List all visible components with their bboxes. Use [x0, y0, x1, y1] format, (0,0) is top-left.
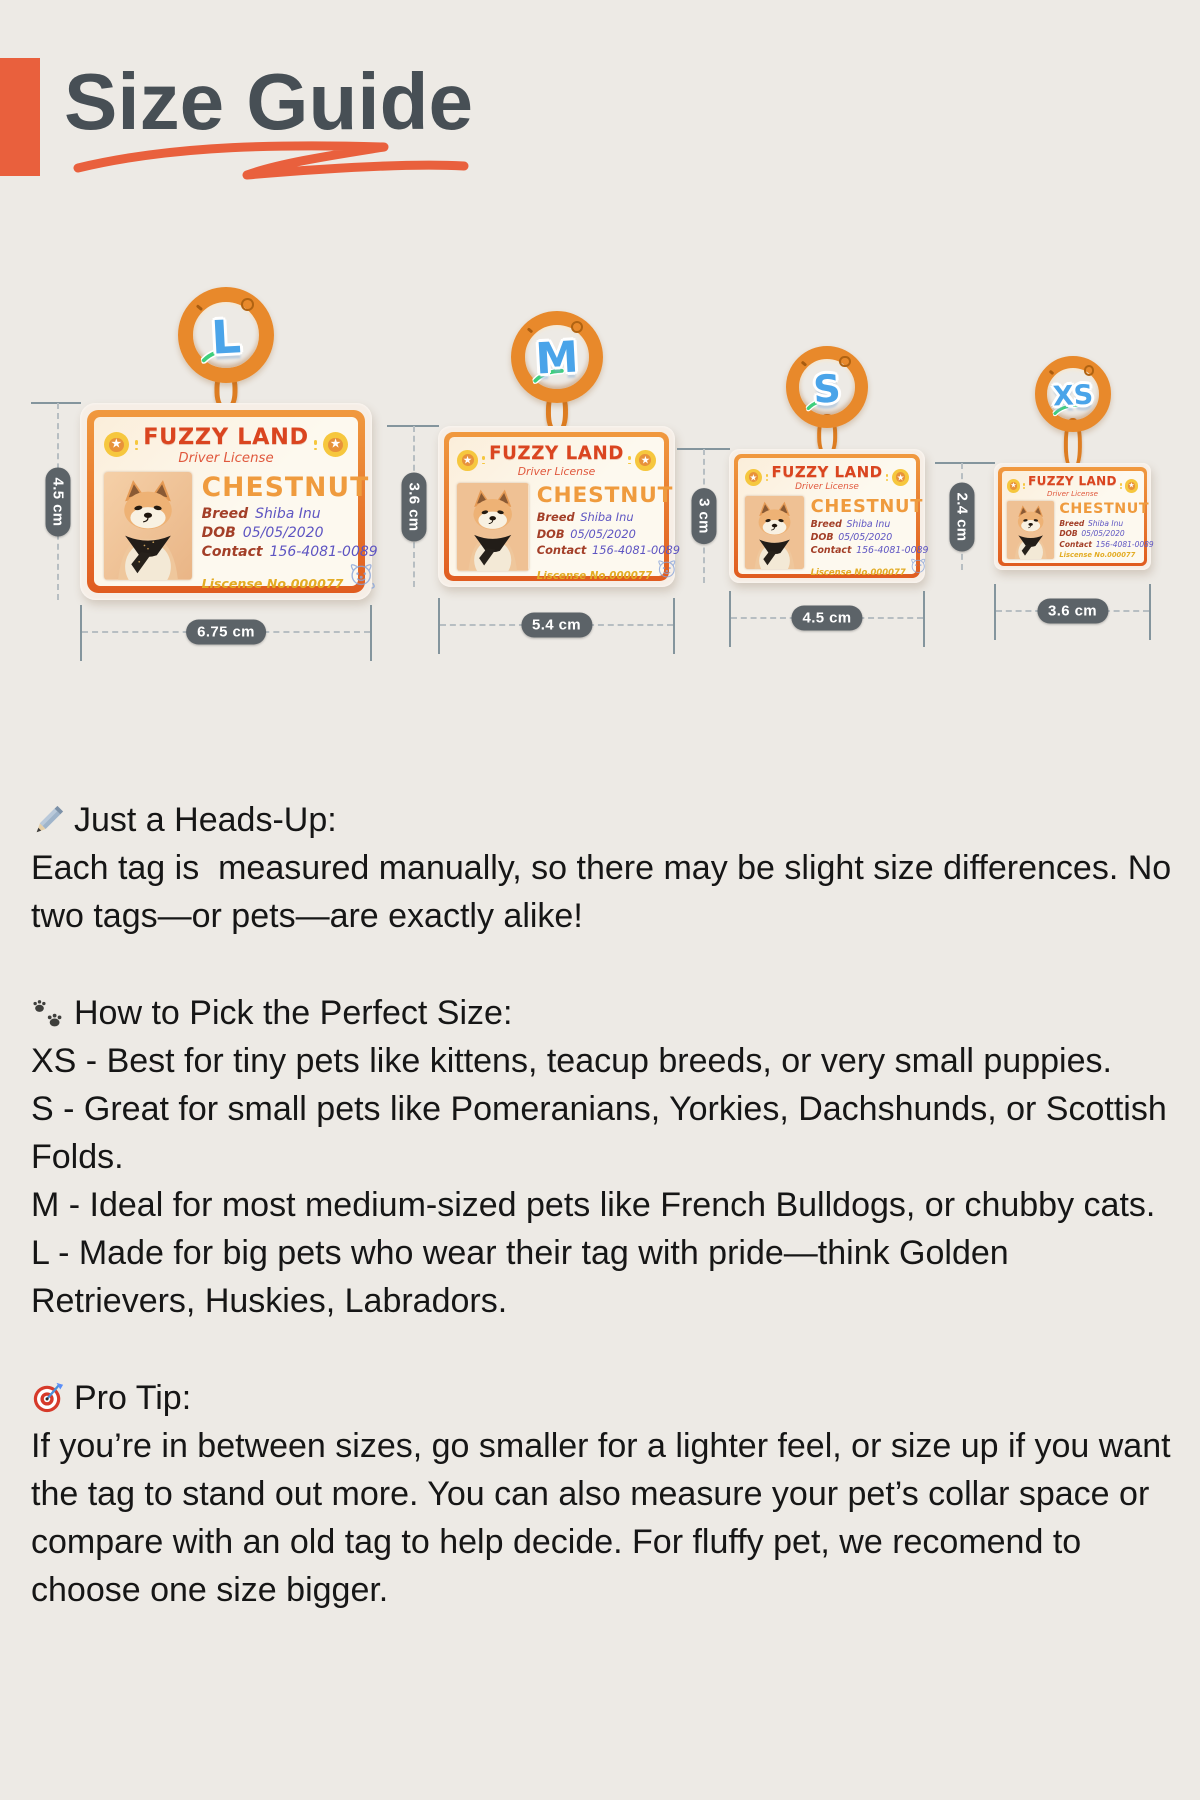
section-heading: How to Pick the Perfect Size: [74, 994, 513, 1032]
license-number: Liscense No.000077 [201, 575, 344, 591]
section-body: Each tag is measured manually, so there may be slight size differences. No two tags—or pets—are exactly alike! [31, 849, 1181, 935]
size-item-s: S - Great for small pets like Pomeranians, Yorkies, Dachshunds, or Scottish Folds. [31, 1090, 1177, 1176]
height-dimension [405, 426, 423, 587]
header-stripes [1023, 483, 1025, 488]
header-stripes [314, 440, 317, 450]
contact-row: Contact 156-4081-0089 [201, 544, 378, 561]
star-badge-icon: ★ [457, 450, 478, 471]
size-item-m: M - Ideal for most medium-sized pets like French Bulldogs, or chubby cats. [31, 1186, 1156, 1224]
contact-row: Contact 156-4081-0089 [536, 543, 680, 558]
brand-name: FUZZY LAND [771, 463, 883, 482]
section-body: If you’re in between sizes, go smaller for a lighter feel, or size up if you want the tag to stand out more. You can also measure your pet’s collar space or compare with an old tag to help decide. For fluffy pet, we recomend to choose one size bigger. [31, 1427, 1181, 1609]
star-badge-icon: ★ [323, 432, 348, 457]
card-subtitle: Driver License [795, 481, 859, 492]
section-size-picker [31, 989, 1177, 1325]
pencil-icon [31, 803, 65, 837]
dog-doodle-icon [343, 560, 379, 591]
pet-name: CHESTNUT [1059, 500, 1150, 517]
clasp-ring [511, 311, 603, 434]
height-dimension-label: 4.5 cm [46, 467, 71, 536]
pet-id-card [80, 403, 378, 600]
card-header [104, 424, 348, 466]
card-header [1007, 474, 1139, 497]
breed-row: Breed Shiba Inu [1059, 518, 1124, 528]
height-dimension [49, 403, 67, 600]
pet-name: CHESTNUT [536, 482, 674, 508]
section-heading: Just a Heads-Up: [74, 801, 337, 839]
width-dimension [729, 609, 925, 627]
license-number: Liscense No.000077 [810, 566, 906, 577]
card-subtitle: Driver License [517, 464, 596, 478]
ring-size-letter: L [209, 309, 243, 365]
notes [31, 796, 1181, 1663]
breed-row: Breed Shiba Inu [201, 506, 321, 523]
header-stripes [1120, 483, 1122, 488]
breed-row: Breed Shiba Inu [536, 510, 634, 525]
paw-icon [31, 996, 65, 1030]
star-badge-icon: ★ [635, 450, 656, 471]
clasp-ring [1035, 356, 1111, 471]
dob-row: DOB 05/05/2020 [536, 526, 636, 541]
dob-row: DOB 05/05/2020 [1059, 529, 1125, 539]
dob-row: DOB 05/05/2020 [201, 525, 324, 542]
star-badge-icon: ★ [1125, 479, 1139, 493]
star-badge-icon: ★ [104, 432, 129, 457]
width-dimension [994, 602, 1151, 620]
star-badge-icon: ★ [1007, 479, 1021, 493]
pet-photo [457, 483, 528, 571]
width-dimension-label: 4.5 cm [791, 606, 862, 631]
brand-name: FUZZY LAND [489, 443, 624, 465]
license-number: Liscense No.000077 [536, 570, 653, 583]
height-dimension [953, 463, 971, 570]
title-underline-squiggle [72, 128, 472, 188]
star-badge-icon: ★ [892, 469, 909, 486]
dog-doodle-icon [652, 557, 682, 582]
header-stripes [886, 474, 888, 480]
card-subtitle: Driver License [1047, 488, 1098, 498]
width-dimension-label: 6.75 cm [186, 620, 266, 645]
dog-doodle-icon [906, 556, 930, 577]
height-dimension-label: 2.4 cm [950, 482, 975, 551]
ring-size-letter: M [533, 332, 580, 385]
section-heads-up [31, 796, 1181, 940]
pet-id-card [438, 426, 680, 587]
dob-row: DOB 05/05/2020 [810, 531, 893, 543]
size-item-l: L - Made for big pets who wear their tag with pride—think Golden Retrievers, Huskies, Labradors. [31, 1234, 1019, 1320]
card-header [745, 463, 909, 491]
pet-photo [745, 496, 804, 570]
ring-size-letter: XS [1051, 378, 1094, 413]
breed-row: Breed Shiba Inu [810, 518, 891, 530]
pet-name: CHESTNUT [810, 495, 924, 517]
title-accent-bar [0, 58, 40, 176]
section-heading: Pro Tip: [74, 1379, 192, 1417]
clasp-ring [178, 287, 274, 411]
page-title: Size Guide [64, 57, 473, 146]
pet-name: CHESTNUT [201, 471, 370, 503]
pet-photo [1007, 501, 1054, 559]
width-dimension [80, 623, 372, 641]
width-dimension-label: 5.4 cm [521, 613, 592, 638]
contact-row: Contact 156-4081-0089 [1059, 539, 1154, 549]
height-dimension-label: 3.6 cm [402, 472, 427, 541]
contact-row: Contact 156-4081-0089 [810, 544, 929, 556]
clasp-ring [786, 346, 868, 457]
card-subtitle: Driver License [178, 450, 274, 466]
height-dimension [695, 449, 713, 583]
size-item-xs: XS - Best for tiny pets like kittens, teacup breeds, or very small puppies. [31, 1042, 1112, 1080]
brand-name: FUZZY LAND [1028, 474, 1117, 489]
header-stripes [628, 456, 630, 464]
dart-icon [31, 1381, 65, 1415]
license-number: Liscense No.000077 [1059, 551, 1136, 560]
width-dimension-label: 3.6 cm [1037, 599, 1108, 624]
pet-id-card [994, 463, 1154, 570]
header-stripes [482, 456, 484, 464]
pet-id-card [729, 449, 929, 583]
height-dimension-label: 3 cm [692, 488, 717, 544]
brand-name: FUZZY LAND [143, 424, 309, 450]
header-stripes [766, 474, 768, 480]
ring-size-letter: S [812, 365, 842, 412]
header-stripes [135, 440, 138, 450]
card-header [457, 443, 655, 478]
star-badge-icon: ★ [745, 469, 762, 486]
pet-photo [104, 472, 192, 580]
width-dimension [438, 616, 675, 634]
section-pro-tip [31, 1374, 1181, 1614]
